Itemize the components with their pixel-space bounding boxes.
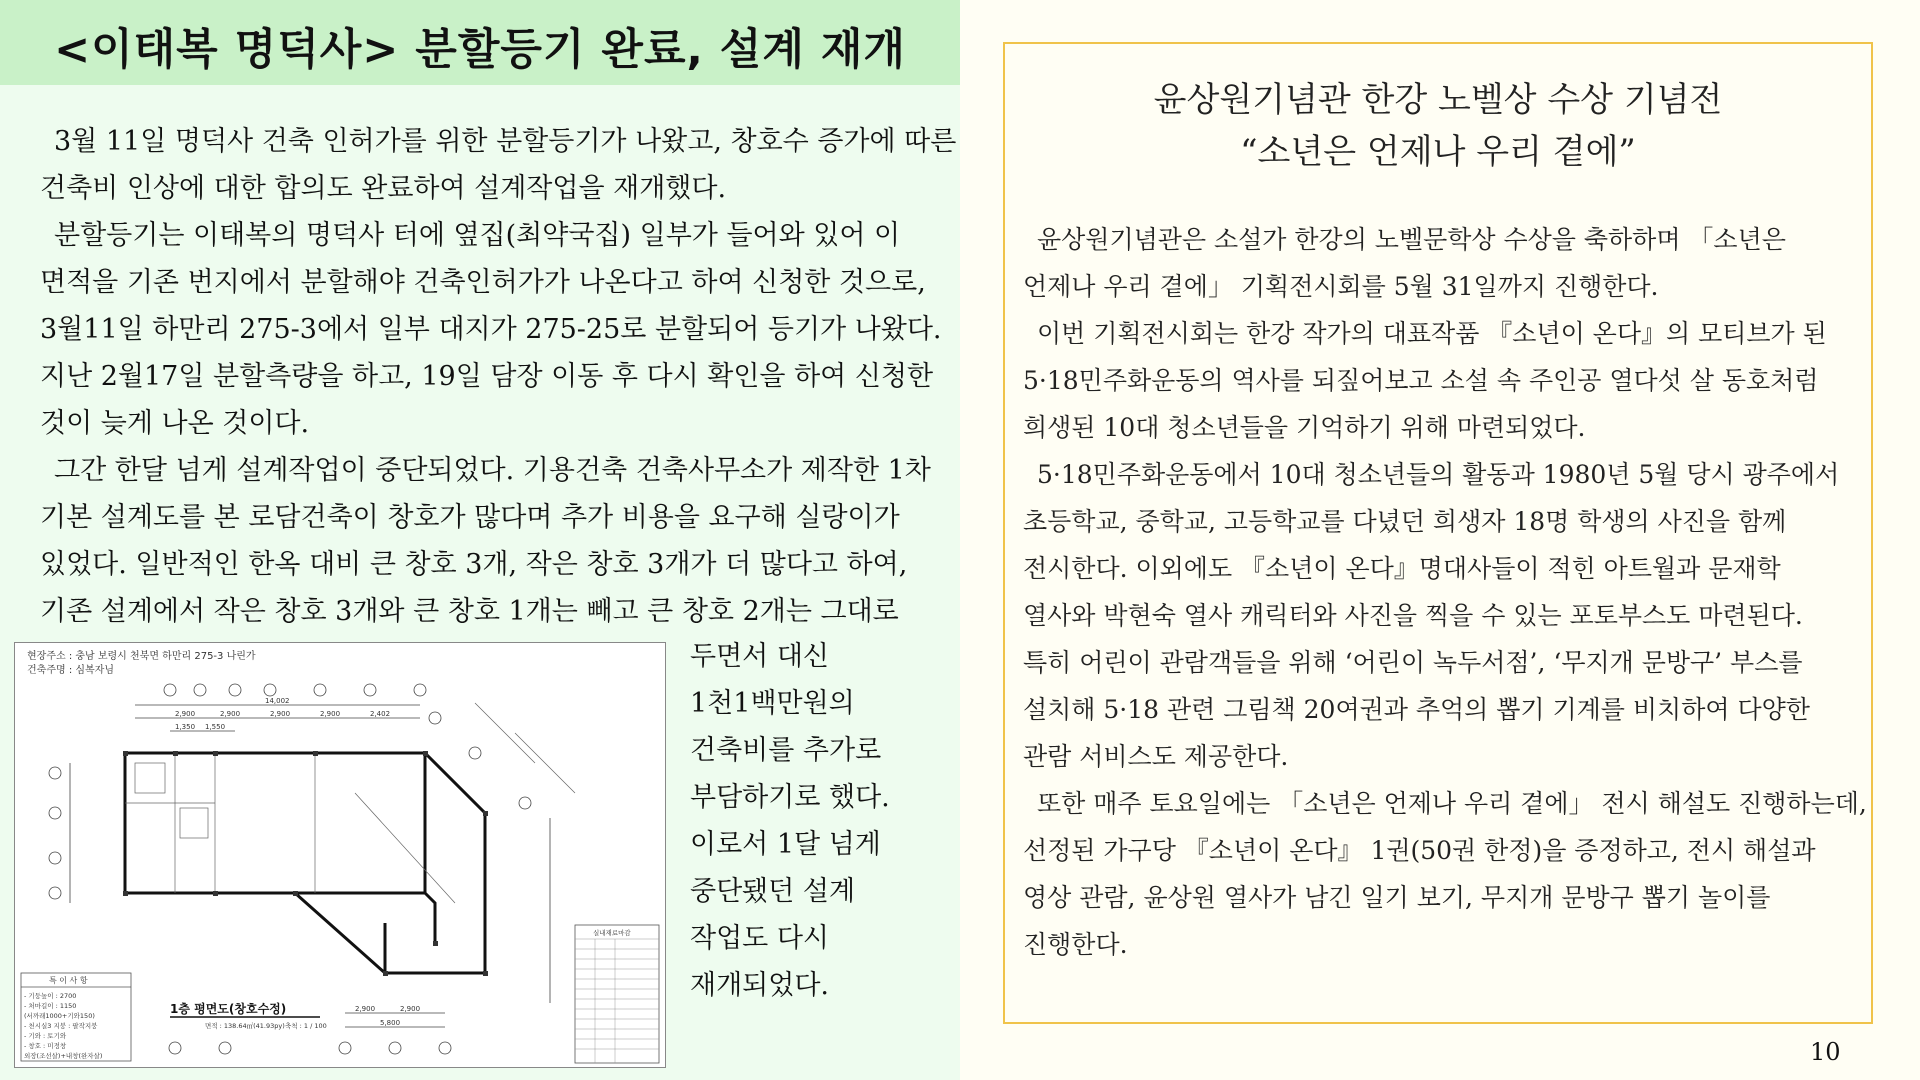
paragraph-line: 부담하기로 했다. bbox=[690, 782, 890, 813]
paragraph-line: 특히 어린이 관람객들을 위해 ‘어린이 녹두서점’, ‘무지개 문방구’ 부스를 bbox=[1023, 648, 1803, 677]
paragraph-line: 작업도 다시 bbox=[690, 923, 829, 954]
paragraph-line: 선정된 가구당 『소년이 온다』 1권(50권 한정)을 증정하고, 전시 해설과 bbox=[1023, 836, 1816, 865]
paragraph-line: 기본 설계도를 본 로담건축이 창호가 많다며 추가 비용을 요구해 실랑이가 bbox=[40, 502, 900, 533]
title-line-2: “소년은 언제나 우리 곁에” bbox=[1240, 132, 1636, 172]
headline: <이태복 명덕사> 분할등기 완료, 설계 재개 bbox=[54, 25, 906, 75]
page-number: 10 bbox=[1810, 1038, 1841, 1066]
finish-table-title: 실내재료마감 bbox=[593, 929, 631, 937]
note-line: - 천시실3 지붕 : 팔작지붕 bbox=[24, 1022, 98, 1030]
paragraph-line: 기존 설계에서 작은 창호 3개와 큰 창호 1개는 빼고 큰 창호 2개는 그대로 bbox=[40, 596, 899, 627]
dimension-label: 14,002 bbox=[265, 697, 290, 705]
dimension-label: 2,900 bbox=[320, 710, 341, 718]
paragraph-line: 설치해 5·18 관련 그림책 20여권과 추억의 뽑기 기계를 비치하여 다양한 bbox=[1023, 695, 1810, 724]
paragraph-line: 중단됐던 설계 bbox=[690, 876, 856, 907]
paragraph-line: 면적을 기존 번지에서 분할해야 건축인허가가 나온다고 하여 신청한 것으로, bbox=[40, 267, 926, 298]
paragraph-line: 5·18민주화운동에서 10대 청소년들의 활동과 1980년 5월 당시 광주에서 bbox=[1037, 460, 1840, 489]
paragraph-line: 있었다. 일반적인 한옥 대비 큰 창호 3개, 작은 창호 3개가 더 많다고 하여, bbox=[40, 549, 908, 580]
wrapped-text-column bbox=[690, 633, 940, 1009]
dimension-label: 2,900 bbox=[355, 1005, 376, 1013]
note-line: - 창호 : 미정창 bbox=[24, 1042, 67, 1050]
paragraph-line: 1천1백만원의 bbox=[690, 688, 855, 719]
note-line: (서까래1000+기와150) bbox=[24, 1012, 95, 1020]
owner-name: 건축주명 : 심복자님 bbox=[27, 665, 115, 676]
paragraph-line: 또한 매주 토요일에는 「소년은 언제나 우리 곁에」 전시 해설도 진행하는데, bbox=[1037, 789, 1867, 818]
dimension-label: 1,550 bbox=[205, 723, 226, 731]
paragraph-line: 전시한다. 이외에도 『소년이 온다』명대사들이 적힌 아트월과 문재학 bbox=[1023, 554, 1781, 583]
paragraph-line: 그간 한달 넘게 설계작업이 중단되었다. 기용건축 건축사무소가 제작한 1차 bbox=[54, 455, 931, 486]
paragraph-line: 5·18민주화운동의 역사를 되짚어보고 소설 속 주인공 열다섯 살 동호처럼 bbox=[1023, 366, 1819, 395]
paragraph-line: 희생된 10대 청소년들을 기억하기 위해 마련되었다. bbox=[1023, 413, 1586, 442]
plan-scale: 축척 : 1 / 100 bbox=[285, 1022, 327, 1030]
dimension-label: 2,900 bbox=[220, 710, 241, 718]
note-line: - 처마길이 : 1150 bbox=[24, 1002, 77, 1010]
paragraph-line: 지난 2월17일 분할측량을 하고, 19일 담장 이동 후 다시 확인을 하여 신청한 bbox=[40, 361, 934, 392]
dimension-label: 1,350 bbox=[175, 723, 196, 731]
paragraph-line: 윤상원기념관은 소설가 한강의 노벨문학상 수상을 축하하며 「소년은 bbox=[1037, 225, 1786, 254]
paragraph-line: 3월11일 하만리 275-3에서 일부 대지가 275-25로 분할되어 등기가 나왔다. bbox=[40, 314, 942, 345]
paragraph-line: 관람 서비스도 제공한다. bbox=[1023, 742, 1289, 771]
paragraph-line: 이번 기획전시회는 한강 작가의 대표작품 『소년이 온다』의 모티브가 된 bbox=[1037, 319, 1827, 348]
site-address: 현장주소 : 충남 보령시 천북면 하만리 275-3 나린가 bbox=[27, 651, 256, 662]
note-line: - 기둥높이 : 2700 bbox=[24, 992, 77, 1000]
paragraph-line: 것이 늦게 나온 것이다. bbox=[40, 408, 310, 439]
paragraph-line: 두면서 대신 bbox=[690, 641, 829, 672]
plan-title: 1층 평면도(창호수정) bbox=[170, 1002, 287, 1016]
title-line-1: 윤상원기념관 한강 노벨상 수상 기념전 bbox=[1153, 80, 1723, 120]
paragraph-line: 영상 관람, 윤상원 열사가 남긴 일기 보기, 무지개 문방구 뽑기 놀이를 bbox=[1023, 883, 1771, 912]
right-article-body bbox=[1023, 216, 1873, 968]
paragraph-line: 재개되었다. bbox=[690, 970, 829, 1001]
paragraph-line: 진행한다. bbox=[1023, 930, 1128, 959]
paragraph-line: 분할등기는 이태복의 명덕사 터에 옆집(최약국집) 일부가 들어와 있어 이 bbox=[54, 220, 901, 251]
paragraph-line: 언제나 우리 곁에」 기획전시회를 5월 31일까지 진행한다. bbox=[1023, 272, 1659, 301]
notes-title: 특 이 사 항 bbox=[49, 976, 88, 985]
paragraph-line: 건축비 인상에 대한 합의도 완료하여 설계작업을 재개했다. bbox=[40, 173, 727, 204]
left-article-body bbox=[40, 118, 957, 635]
dimension-label: 2,900 bbox=[400, 1005, 421, 1013]
dimension-label: 5,800 bbox=[380, 1019, 401, 1027]
dimension-label: 2,900 bbox=[175, 710, 196, 718]
paragraph-line: 3월 11일 명덕사 건축 인허가를 위한 분할등기가 나왔고, 창호수 증가에 따른 bbox=[54, 126, 957, 157]
plan-area: 면적 : 138.64㎡(41.93py) bbox=[205, 1022, 285, 1030]
note-line: - 기와 : 토기와 bbox=[24, 1032, 67, 1040]
floor-plan-drawing bbox=[14, 642, 666, 1068]
right-article-box bbox=[1003, 42, 1873, 1024]
dimension-label: 2,900 bbox=[270, 710, 291, 718]
right-article-title bbox=[1005, 74, 1871, 178]
paragraph-line: 열사와 박현숙 열사 캐릭터와 사진을 찍을 수 있는 포토부스도 마련된다. bbox=[1023, 601, 1803, 630]
paragraph-line: 건축비를 추가로 bbox=[690, 735, 882, 766]
paragraph-line: 초등학교, 중학교, 고등학교를 다녔던 희생자 18명 학생의 사진을 함께 bbox=[1023, 507, 1787, 536]
dimension-label: 2,402 bbox=[370, 710, 391, 718]
headline-bar bbox=[0, 0, 960, 85]
note-line: 외장(조선살)+내창(완자살) bbox=[24, 1052, 103, 1060]
paragraph-line: 이로서 1달 넘게 bbox=[690, 829, 881, 860]
